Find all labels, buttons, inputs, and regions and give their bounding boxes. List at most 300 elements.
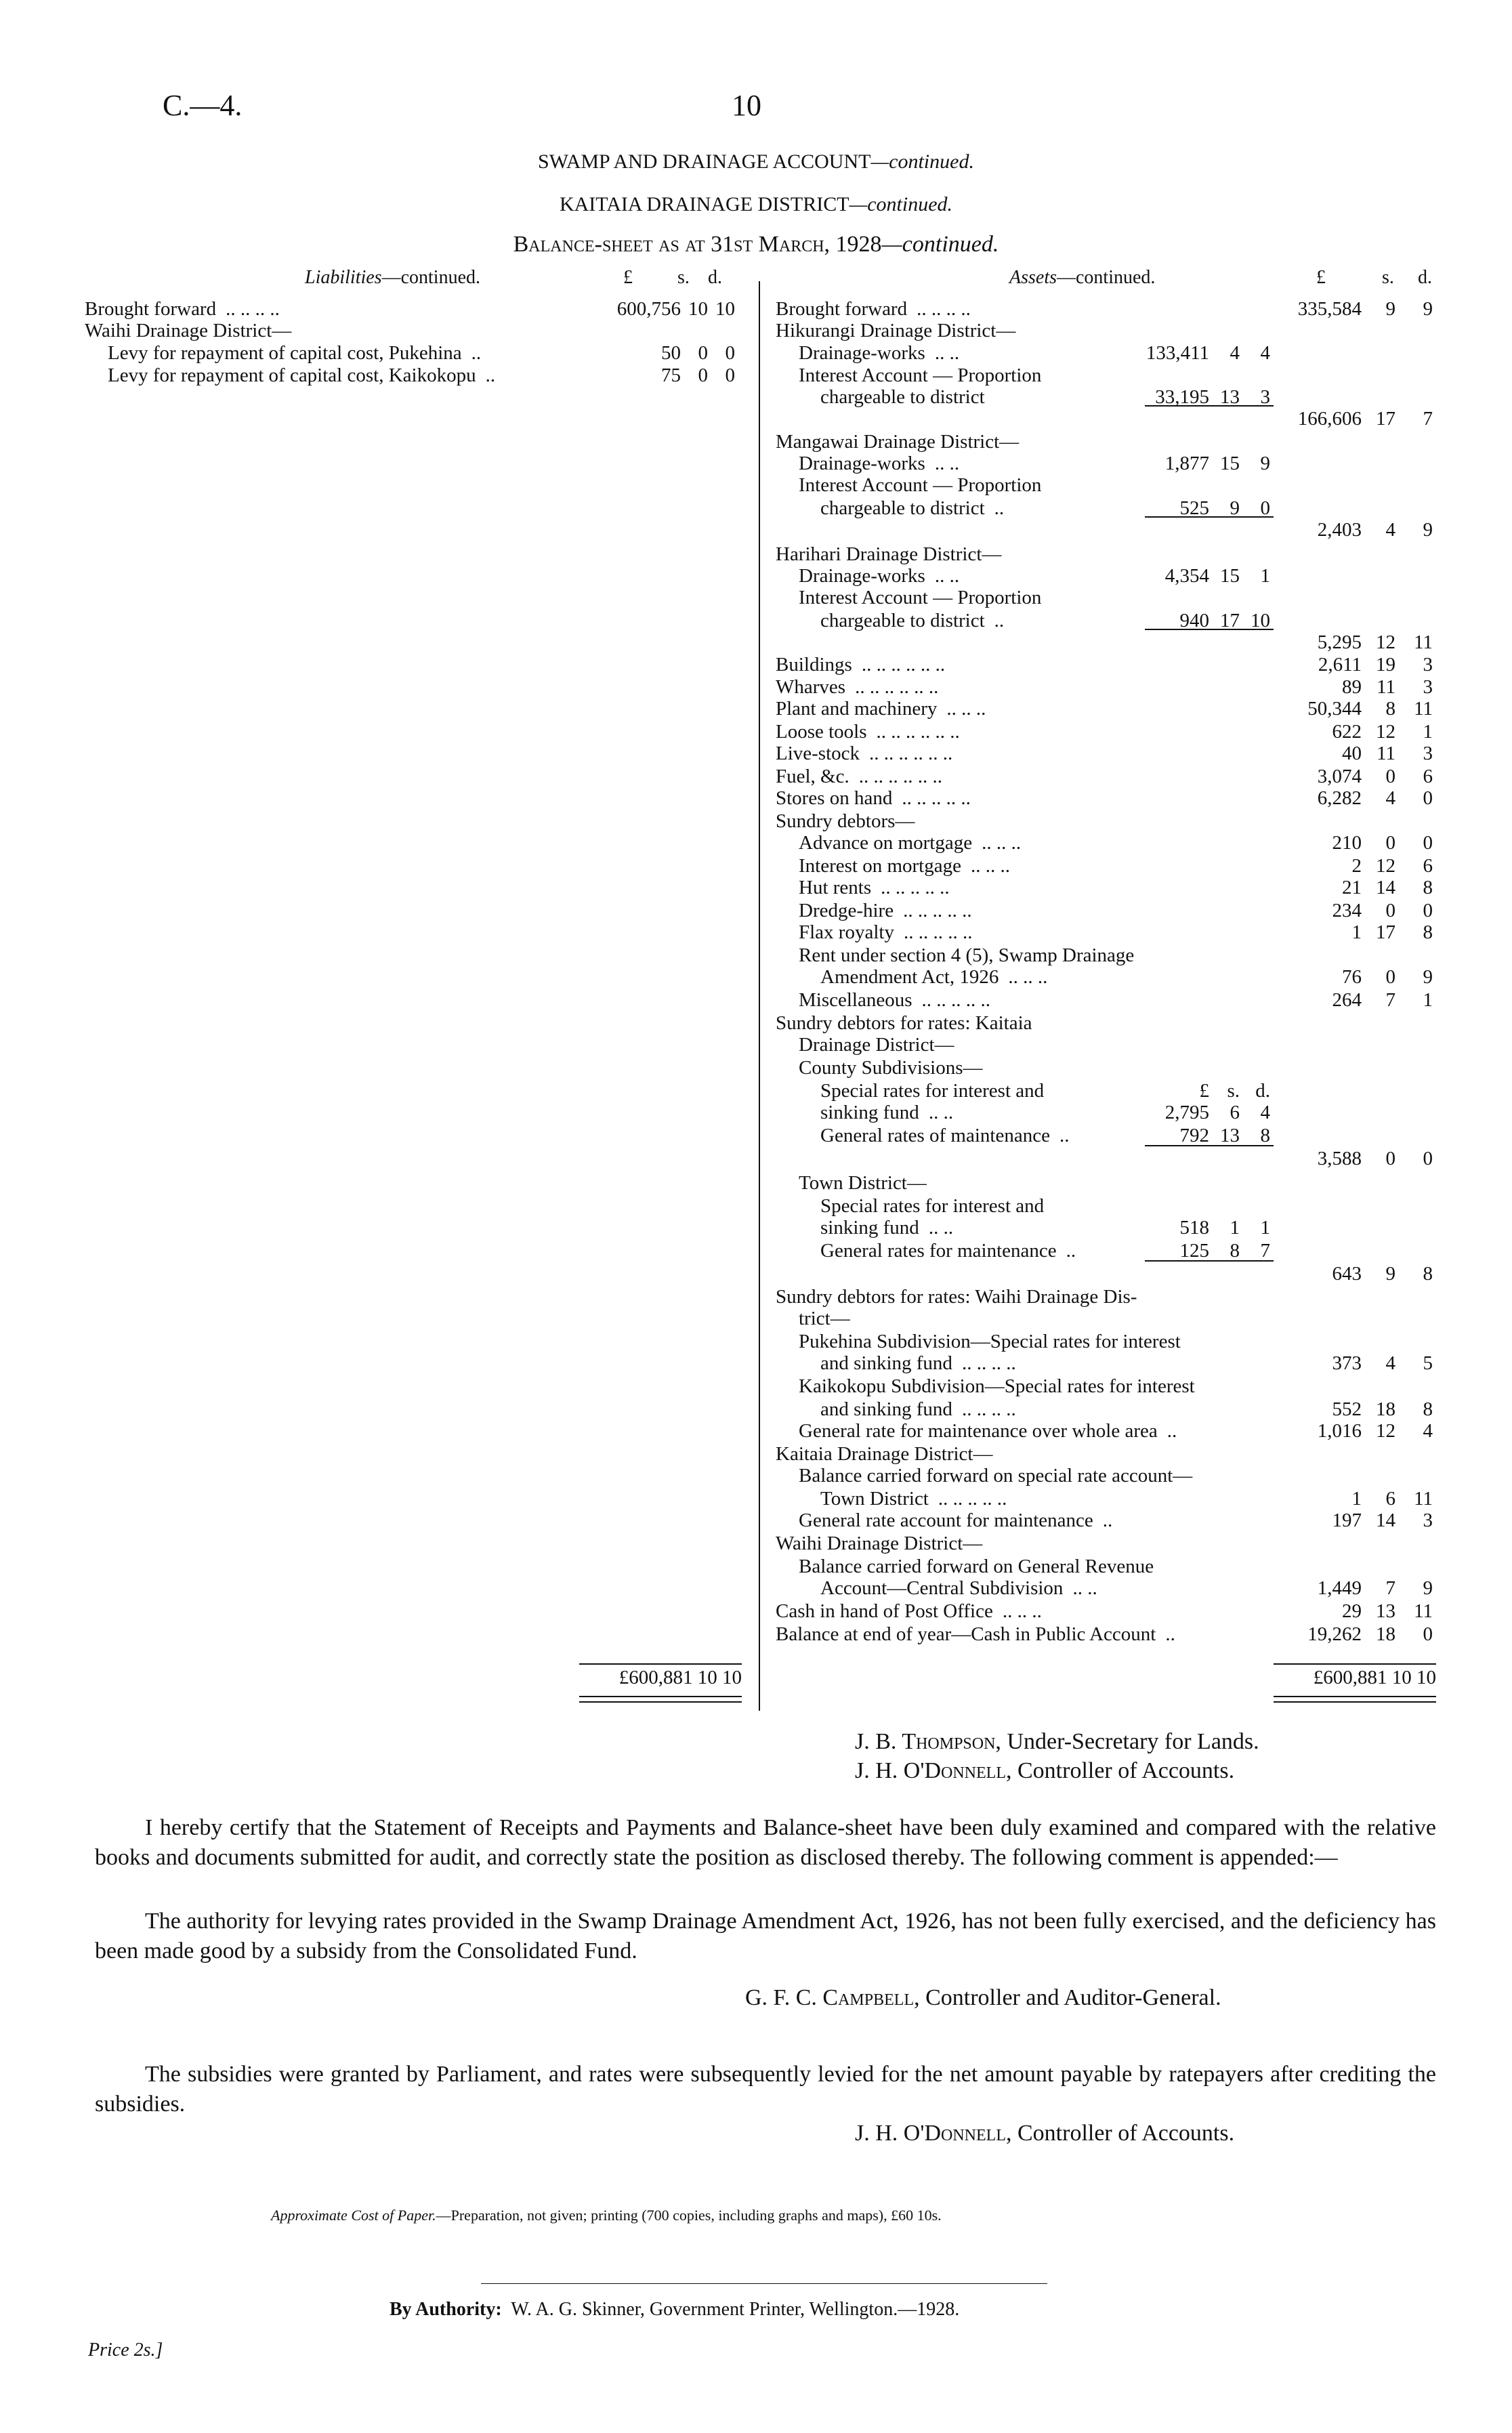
assets-row-label: Sundry debtors for rates: Kaitaia <box>776 1012 1032 1034</box>
assets-row-shillings: 4 <box>1385 1352 1395 1374</box>
assets-row-leader: .. .. .. .. .. .. <box>855 676 939 698</box>
assets-row <box>0 474 1512 497</box>
assets-row <box>0 1577 1512 1600</box>
assets-row-shillings: 4 <box>1385 787 1395 809</box>
assets-row-pence: 3 <box>1423 1510 1433 1531</box>
assets-row-shillings: 11 <box>1377 743 1395 764</box>
signature-odonnell-2-title: Controller of Accounts. <box>1017 2121 1235 2146</box>
assets-row-inner-pounds: 940 <box>1179 610 1209 631</box>
assets-row-label: Sundry debtors for rates: Waihi Drainage Dis- <box>776 1286 1137 1308</box>
assets-row-shillings: 18 <box>1376 1398 1395 1420</box>
liabilities-header-cont: —continued. <box>381 267 480 288</box>
liabilities-row-shillings: 10 <box>688 298 708 320</box>
assets-row-label: and sinking fund <box>820 1398 952 1420</box>
assets-row-leader: .. .. .. .. <box>961 1398 1016 1420</box>
assets-row <box>0 1240 1512 1262</box>
assets-row-inner-shillings: 13 <box>1220 1125 1240 1146</box>
assets-row-label: Drainage-works <box>799 453 925 474</box>
assets-row <box>0 1533 1512 1555</box>
assets-row-inner-pence: 10 <box>1251 610 1270 631</box>
assets-row-pounds: 3,074 <box>1317 766 1362 787</box>
assets-subtotal-rule <box>1145 516 1274 518</box>
assets-row-pounds: 622 <box>1332 721 1362 743</box>
assets-row-pence: 11 <box>1414 698 1433 720</box>
assets-row-label: Mangawai Drainage District— <box>776 431 1020 453</box>
assets-row-pounds: 373 <box>1332 1352 1362 1374</box>
signature-odonnell-2-name: J. H. O'Donnell, <box>855 2121 1012 2146</box>
assets-row-label: Interest Account — Proportion <box>799 587 1042 608</box>
assets-row <box>0 1308 1512 1330</box>
assets-row-label: General rates of maintenance <box>820 1125 1050 1146</box>
assets-row-label: Hut rents <box>799 877 872 898</box>
title-account-cont: —continued. <box>870 150 974 173</box>
liabilities-row-pounds: 50 <box>661 342 681 364</box>
assets-row-pounds: 197 <box>1332 1510 1362 1531</box>
assets-row-leader: .. .. .. <box>970 855 1010 877</box>
assets-row-label: sinking fund <box>820 1217 919 1239</box>
cost-of-paper-label: Approximate Cost of Paper. <box>271 2207 436 2224</box>
assets-subtotal-rule <box>1145 1145 1274 1146</box>
assets-row-inner-shillings: 15 <box>1220 453 1240 474</box>
assets-row-pounds: 1 <box>1351 921 1362 943</box>
assets-row-shillings: 11 <box>1377 676 1395 698</box>
assets-row-pence: 9 <box>1423 519 1433 541</box>
assets-row-inner-pence: 3 <box>1260 386 1270 408</box>
assets-row-leader: .. <box>994 610 1005 631</box>
assets-row-label: Drainage-works <box>799 342 925 364</box>
assets-row-leader: .. .. .. .. .. .. <box>876 721 960 743</box>
assets-row-leader: .. <box>1167 1420 1177 1442</box>
assets-row-pounds: 1 <box>1351 1488 1362 1510</box>
footer-rule <box>481 2283 1047 2284</box>
assets-row-leader: .. .. <box>928 1102 954 1123</box>
assets-row <box>0 989 1512 1012</box>
assets-row <box>0 1556 1512 1578</box>
assets-row-shillings: 17 <box>1376 408 1395 430</box>
assets-row-inner-pounds: 518 <box>1179 1217 1209 1239</box>
assets-row <box>0 631 1512 654</box>
title-district-text: KAITAIA DRAINAGE DISTRICT <box>559 193 849 215</box>
assets-row-pounds: 2 <box>1351 855 1362 877</box>
assets-row <box>0 1034 1512 1056</box>
assets-row <box>0 1443 1512 1465</box>
assets-row-inner-pence: 0 <box>1260 497 1270 519</box>
liabilities-total-double-rule <box>579 1696 742 1703</box>
assets-row <box>0 766 1512 788</box>
assets-row <box>0 1331 1512 1353</box>
assets-row <box>0 698 1512 720</box>
assets-row-pence: 3 <box>1423 676 1433 698</box>
assets-row-inner-shillings: 1 <box>1230 1217 1240 1239</box>
assets-row-label: General rates for maintenance <box>820 1240 1057 1262</box>
assets-row-inner-pounds: 525 <box>1179 497 1209 519</box>
comment-paragraph: The authority for levying rates provided in the Swamp Drainage Amendment Act, 1926, has not been fully exercised, and the deficiency has been made good by a subsidy from the Consolidated Fund. <box>95 1909 1436 1963</box>
assets-row-label: Brought forward <box>776 298 908 320</box>
liabilities-col-shillings: s. <box>677 267 690 288</box>
assets-row-pounds: 552 <box>1332 1398 1362 1420</box>
subsidy-note-paragraph: The subsidies were granted by Parliament, and rates were subsequently levied for the net amount payable by ratepayers after crediting the subsidies. <box>95 2062 1436 2117</box>
assets-row-inner-pounds: 792 <box>1179 1125 1209 1146</box>
assets-row-leader: .. .. .. .. .. <box>903 900 972 921</box>
assets-row-shillings: 12 <box>1376 721 1395 743</box>
assets-row-label: Plant and machinery <box>776 698 938 720</box>
assets-row-label: Waihi Drainage District— <box>776 1533 983 1554</box>
assets-row <box>0 1352 1512 1375</box>
assets-row-inner-pounds: 33,195 <box>1155 386 1209 408</box>
assets-row-inner-pence: d. <box>1255 1080 1270 1102</box>
assets-row <box>0 832 1512 854</box>
assets-row <box>0 1195 1512 1218</box>
assets-row-label: Hikurangi Drainage District— <box>776 320 1016 341</box>
assets-row-shillings: 6 <box>1385 1488 1395 1510</box>
assets-row-leader: .. .. <box>928 1217 954 1239</box>
assets-row-label: trict— <box>799 1308 850 1329</box>
liabilities-total: £600,881 10 10 <box>618 1667 742 1688</box>
assets-row <box>0 320 1512 342</box>
assets-row-pounds: 166,606 <box>1297 408 1362 430</box>
title-district-cont: —continued. <box>849 193 953 215</box>
title-balance-sheet <box>0 232 1512 257</box>
assets-row <box>0 1263 1512 1285</box>
assets-row-inner-pence: 7 <box>1260 1240 1270 1262</box>
assets-row-shillings: 12 <box>1376 855 1395 877</box>
assets-row <box>0 497 1512 520</box>
title-account-text: SWAMP AND DRAINAGE ACCOUNT <box>538 150 871 173</box>
assets-row-pence: 11 <box>1414 1488 1433 1510</box>
assets-row-label: Fuel, &c. <box>776 766 849 787</box>
assets-row-pence: 0 <box>1423 787 1433 809</box>
assets-row-shillings: 9 <box>1385 298 1395 320</box>
assets-row-inner-pounds: £ <box>1199 1080 1209 1102</box>
document-reference: C.—4. <box>163 89 243 122</box>
assets-row <box>0 1465 1512 1487</box>
assets-row-leader: .. <box>1165 1623 1175 1645</box>
assets-row-label: Loose tools <box>776 721 867 743</box>
assets-row-label: Buildings <box>776 654 852 675</box>
assets-row-pounds: 1,016 <box>1317 1420 1362 1442</box>
assets-row-inner-shillings: 13 <box>1220 386 1240 408</box>
assets-row <box>0 1398 1512 1421</box>
authority-line <box>390 2299 959 2321</box>
liabilities-col-pence: d. <box>708 267 722 288</box>
assets-row-pence: 9 <box>1423 1577 1433 1599</box>
assets-row-shillings: 7 <box>1385 989 1395 1011</box>
assets-row-pence: 0 <box>1423 832 1433 854</box>
assets-row-inner-pounds: 125 <box>1179 1240 1209 1262</box>
liabilities-row-leader: .. <box>485 365 496 386</box>
assets-row <box>0 1148 1512 1170</box>
assets-row-pounds: 643 <box>1332 1263 1362 1285</box>
assets-row-label: General rate account for maintenance <box>799 1510 1093 1531</box>
liabilities-row-pence: 10 <box>715 298 735 320</box>
assets-row <box>0 1172 1512 1194</box>
assets-row-inner-shillings: 8 <box>1230 1240 1240 1262</box>
assets-row-label: chargeable to district <box>820 386 985 408</box>
assets-row-pence: 9 <box>1423 966 1433 988</box>
assets-row <box>0 676 1512 699</box>
assets-total-double-rule <box>1274 1696 1436 1703</box>
assets-row-inner-shillings: 9 <box>1230 497 1240 519</box>
assets-row-label: Live-stock <box>776 743 860 764</box>
assets-row-inner-pence: 8 <box>1260 1125 1270 1146</box>
assets-row-shillings: 14 <box>1376 877 1395 898</box>
assets-row-shillings: 4 <box>1385 519 1395 541</box>
assets-col-pence: d. <box>1418 267 1432 288</box>
cost-of-paper-text: —Preparation, not given; printing (700 copies, including graphs and maps), £60 10s. <box>436 2207 942 2224</box>
assets-row-shillings: 14 <box>1376 1510 1395 1531</box>
assets-row-shillings: 12 <box>1376 631 1395 653</box>
assets-row-pence: 3 <box>1423 743 1433 764</box>
assets-row <box>0 1080 1512 1102</box>
assets-row-leader: .. .. .. <box>1008 966 1048 988</box>
assets-row-pounds: 21 <box>1342 877 1362 898</box>
title-balance-sheet-text: Balance-sheet as at 31st March, 1928 <box>513 232 882 257</box>
assets-row <box>0 298 1512 320</box>
assets-row <box>0 1125 1512 1147</box>
liabilities-row-shillings: 0 <box>698 342 708 364</box>
signature-campbell-title: Controller and Auditor-General. <box>925 1985 1221 2010</box>
assets-row-shillings: 12 <box>1376 1420 1395 1442</box>
assets-row-pounds: 264 <box>1332 989 1362 1011</box>
assets-row <box>0 1420 1512 1442</box>
assets-row-label: Wharves <box>776 676 846 698</box>
assets-row <box>0 900 1512 922</box>
assets-row-label: General rate for maintenance over whole area <box>799 1420 1158 1442</box>
assets-row-pounds: 19,262 <box>1307 1623 1362 1645</box>
assets-row-leader: .. <box>1059 1125 1070 1146</box>
assets-row-inner-shillings: s. <box>1227 1080 1240 1102</box>
signature-odonnell <box>855 1758 1234 1784</box>
assets-row-leader: .. .. .. .. .. .. <box>869 743 953 764</box>
assets-row-inner-pence: 4 <box>1260 1102 1270 1123</box>
assets-row-inner-pence: 9 <box>1260 453 1270 474</box>
assets-row-pence: 0 <box>1423 1148 1433 1169</box>
assets-row-shillings: 8 <box>1385 698 1395 720</box>
assets-row-label: Kaikokopu Subdivision—Special rates for interest <box>799 1375 1195 1397</box>
assets-row <box>0 1057 1512 1079</box>
signature-thompson-title: Under-Secretary for Lands. <box>1007 1729 1259 1754</box>
assets-row-pence: 6 <box>1423 766 1433 787</box>
assets-row-label: chargeable to district <box>820 610 985 631</box>
assets-row <box>0 1623 1512 1646</box>
assets-row-label: Special rates for interest and <box>820 1195 1045 1217</box>
liabilities-row-pence: 0 <box>725 342 735 364</box>
assets-col-shillings: s. <box>1382 267 1394 288</box>
assets-row-label: Kaitaia Drainage District— <box>776 1443 993 1465</box>
assets-row-pence: 8 <box>1423 921 1433 943</box>
assets-row-shillings: 0 <box>1385 900 1395 921</box>
assets-row-pounds: 50,344 <box>1307 698 1362 720</box>
signature-campbell <box>745 1985 1221 2011</box>
assets-row-leader: .. .. .. .. .. .. <box>861 654 946 675</box>
assets-row-inner-shillings: 17 <box>1220 610 1240 631</box>
assets-row-pounds: 210 <box>1332 832 1362 854</box>
assets-row <box>0 408 1512 430</box>
assets-row <box>0 810 1512 833</box>
assets-row <box>0 921 1512 944</box>
assets-row-pence: 7 <box>1423 408 1433 430</box>
assets-row <box>0 1286 1512 1308</box>
assets-row-pence: 1 <box>1423 721 1433 743</box>
assets-row-shillings: 19 <box>1376 654 1395 675</box>
signature-odonnell-2 <box>855 2121 1234 2146</box>
title-account <box>0 150 1512 173</box>
assets-row <box>0 1102 1512 1124</box>
assets-row-leader: .. .. <box>1072 1577 1097 1599</box>
assets-row-inner-pounds: 2,795 <box>1164 1102 1209 1123</box>
assets-row-label: Miscellaneous <box>799 989 912 1011</box>
assets-row-leader: .. .. .. .. .. <box>902 787 971 809</box>
liabilities-row-label: Waihi Drainage District— <box>85 320 292 341</box>
assets-row-inner-pence: 1 <box>1260 565 1270 587</box>
assets-row-pounds: 89 <box>1342 676 1362 698</box>
signature-thompson-name: J. B. Thompson, <box>855 1729 1001 1754</box>
assets-row-label: Amendment Act, 1926 <box>820 966 999 988</box>
assets-row-inner-shillings: 6 <box>1230 1102 1240 1123</box>
liabilities-total-rule <box>579 1663 742 1665</box>
assets-row-label: Drainage District— <box>799 1034 954 1056</box>
assets-row-pence: 11 <box>1414 631 1433 653</box>
signature-odonnell-title: Controller of Accounts. <box>1017 1758 1235 1783</box>
assets-row-inner-shillings: 15 <box>1220 565 1240 587</box>
assets-row-leader: .. <box>994 497 1005 519</box>
assets-row-label: Pukehina Subdivision—Special rates for interest <box>799 1331 1181 1352</box>
page-number: 10 <box>732 89 761 122</box>
assets-row-leader: .. .. .. .. .. <box>921 989 991 1011</box>
assets-row-pence: 11 <box>1414 1600 1433 1622</box>
assets-subtotal-rule <box>1145 1260 1274 1262</box>
assets-row <box>0 431 1512 453</box>
assets-row-pounds: 76 <box>1342 966 1362 988</box>
assets-row <box>0 1510 1512 1532</box>
liabilities-col-pounds: £ <box>623 267 633 288</box>
cost-of-paper <box>271 2207 942 2224</box>
assets-row-label: Town District <box>820 1488 929 1510</box>
liabilities-row-pounds: 600,756 <box>616 298 681 320</box>
assets-header-cont: —continued. <box>1057 267 1156 288</box>
liabilities-row-label: Brought forward <box>85 298 217 320</box>
assets-row-label: Balance at end of year—Cash in Public Account <box>776 1623 1156 1645</box>
assets-row-leader: .. .. .. .. .. <box>881 877 950 898</box>
assets-row <box>0 787 1512 810</box>
assets-subtotal-rule <box>1145 629 1274 630</box>
assets-row-shillings: 17 <box>1376 921 1395 943</box>
assets-row-label: Interest Account — Proportion <box>799 365 1042 386</box>
assets-row-inner-pence: 4 <box>1260 342 1270 364</box>
assets-total: £600,881 10 10 <box>1313 1667 1436 1688</box>
assets-row <box>0 654 1512 676</box>
assets-row-leader: .. <box>1102 1510 1113 1531</box>
price: Price 2s.] <box>88 2340 163 2361</box>
assets-row-label: Balance carried forward on General Revenue <box>799 1556 1154 1577</box>
assets-row <box>0 519 1512 541</box>
assets-row-leader: .. .. <box>934 342 960 364</box>
assets-row-label: Rent under section 4 (5), Swamp Drainage <box>799 944 1135 966</box>
assets-row-shillings: 0 <box>1385 966 1395 988</box>
assets-row-pence: 4 <box>1423 1420 1433 1442</box>
assets-row-inner-pounds: 133,411 <box>1146 342 1209 364</box>
assets-row <box>0 1488 1512 1510</box>
assets-row <box>0 453 1512 475</box>
assets-row-inner-pence: 1 <box>1260 1217 1270 1239</box>
assets-row-pounds: 335,584 <box>1297 298 1362 320</box>
assets-row-label: Harihari Drainage District— <box>776 543 1002 565</box>
assets-row-label: Flax royalty <box>799 921 894 943</box>
assets-row-label: Sundry debtors— <box>776 810 915 832</box>
assets-row <box>0 365 1512 387</box>
assets-row-pence: 0 <box>1423 1623 1433 1645</box>
assets-row-label: Stores on hand <box>776 787 893 809</box>
assets-row-shillings: 0 <box>1385 1148 1395 1169</box>
signature-odonnell-name: J. H. O'Donnell, <box>855 1758 1012 1783</box>
assets-row-pounds: 2,611 <box>1318 654 1362 675</box>
assets-row-inner-shillings: 4 <box>1230 342 1240 364</box>
liabilities-row-label: Levy for repayment of capital cost, Kaikokopu <box>108 365 476 386</box>
assets-row-shillings: 7 <box>1385 1577 1395 1599</box>
assets-row-label: Interest Account — Proportion <box>799 474 1042 496</box>
assets-row-leader: .. .. <box>934 453 960 474</box>
assets-row-leader: .. <box>1066 1240 1076 1262</box>
assets-header-text: Assets <box>1009 267 1057 288</box>
assets-row-shillings: 0 <box>1385 766 1395 787</box>
assets-row <box>0 743 1512 765</box>
assets-row-pounds: 3,588 <box>1317 1148 1362 1169</box>
assets-row-label: sinking fund <box>820 1102 919 1123</box>
liabilities-row-pounds: 75 <box>661 365 681 386</box>
assets-row-label: Account—Central Subdivision <box>820 1577 1064 1599</box>
assets-row-pence: 8 <box>1423 1398 1433 1420</box>
assets-row-pence: 8 <box>1423 877 1433 898</box>
assets-row-pounds: 234 <box>1332 900 1362 921</box>
assets-total-rule <box>1274 1663 1436 1665</box>
assets-row-leader: .. .. .. .. .. .. <box>858 766 942 787</box>
assets-row <box>0 1012 1512 1035</box>
assets-row-pence: 6 <box>1423 855 1433 877</box>
liabilities-row-leader: .. <box>471 342 482 364</box>
assets-row-leader: .. .. <box>934 565 960 587</box>
assets-row-label: Cash in hand of Post Office <box>776 1600 993 1622</box>
assets-row-pence: 3 <box>1423 654 1433 675</box>
assets-row-leader: .. .. .. .. <box>961 1352 1016 1374</box>
title-balance-sheet-cont: —continued. <box>881 232 999 257</box>
assets-row-leader: .. .. .. .. <box>917 298 971 320</box>
assets-row-pence: 9 <box>1423 298 1433 320</box>
assets-row <box>0 342 1512 365</box>
assets-row <box>0 966 1512 989</box>
assets-row <box>0 721 1512 743</box>
assets-row-pounds: 6,282 <box>1317 787 1362 809</box>
liabilities-header <box>305 267 480 289</box>
assets-row <box>0 944 1512 967</box>
assets-row-leader: .. .. .. .. .. <box>903 921 973 943</box>
assets-row-pence: 8 <box>1423 1263 1433 1285</box>
assets-row-shillings: 9 <box>1385 1263 1395 1285</box>
assets-row-pounds: 2,403 <box>1317 519 1362 541</box>
assets-row-label: Special rates for interest and <box>820 1080 1045 1102</box>
assets-row <box>0 543 1512 566</box>
liabilities-row-leader: .. .. .. .. <box>226 298 280 320</box>
liabilities-header-text: Liabilities <box>305 267 382 288</box>
assets-row <box>0 565 1512 587</box>
assets-row-inner-pounds: 4,354 <box>1164 565 1209 587</box>
assets-row <box>0 1600 1512 1623</box>
assets-row-label: Interest on mortgage <box>799 855 961 877</box>
assets-row <box>0 386 1512 409</box>
assets-row-pence: 0 <box>1423 900 1433 921</box>
authority-text: W. A. G. Skinner, Government Printer, Wellington.—1928. <box>511 2299 960 2320</box>
liabilities-row-label: Levy for repayment of capital cost, Pukehina <box>108 342 462 364</box>
assets-row-shillings: 13 <box>1376 1600 1395 1622</box>
